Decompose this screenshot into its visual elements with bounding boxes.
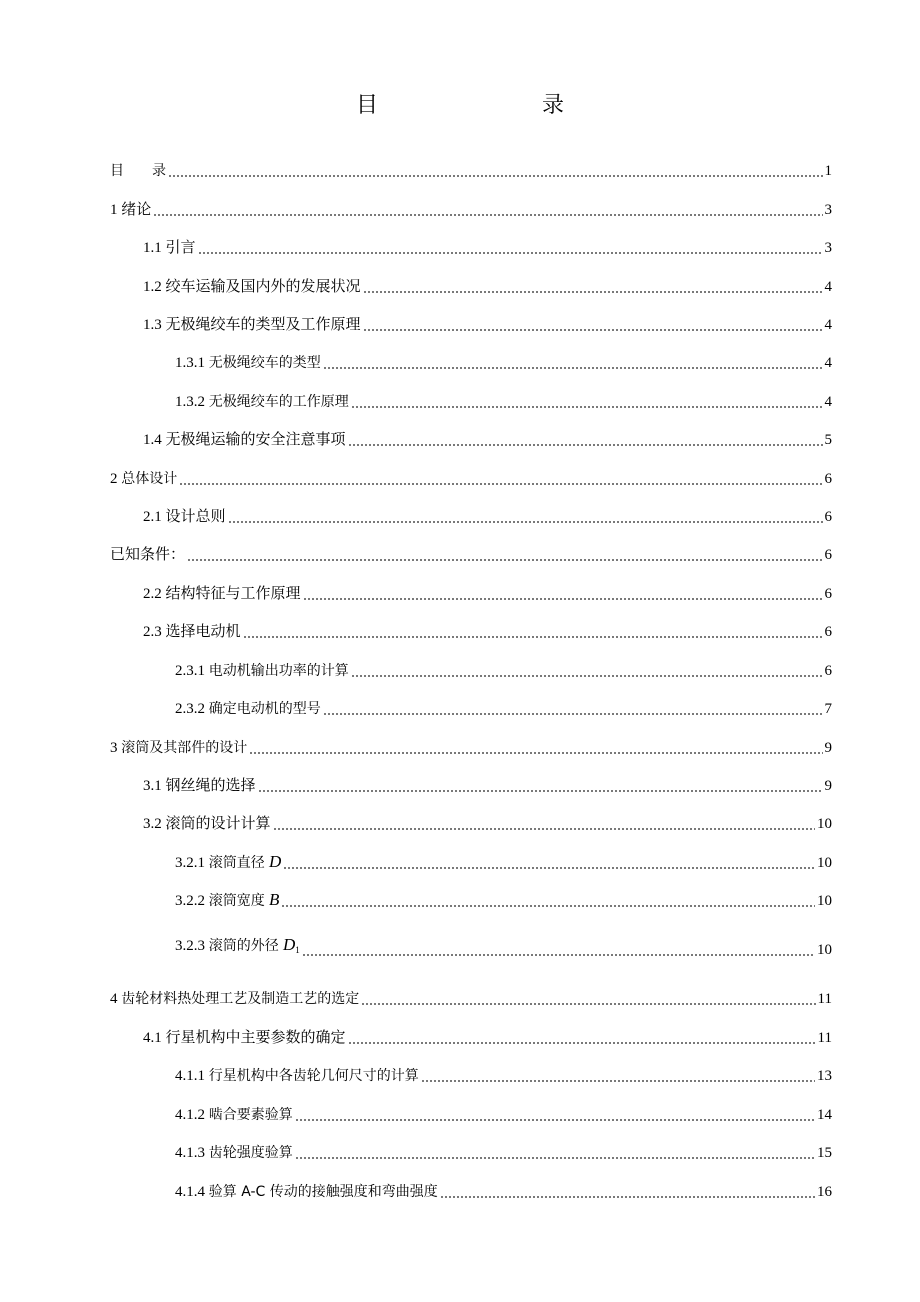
toc-entry-page-number: 11 [817,991,832,1007]
toc-entry[interactable] [143,235,832,257]
toc-entry-page-number: 10 [817,816,832,832]
toc-entry[interactable] [143,312,832,334]
toc-entry[interactable] [110,197,832,219]
toc-entry[interactable] [110,735,832,757]
toc-entry-page-number: 4 [824,394,832,410]
toc-entry-label: 3.2 滚筒的设计计算 [143,816,271,832]
toc-entry-page-number: 3 [824,202,832,218]
toc-entry-label: 2.3 选择电动机 [143,624,241,640]
toc-entry[interactable] [143,427,832,449]
toc-entry-page-number: 6 [824,586,832,602]
toc-entry-page-number: 4 [824,355,832,371]
toc-entry-label: 2.2 结构特征与工作原理 [143,586,301,602]
toc-entry[interactable] [175,937,832,959]
toc-entry-label [175,936,300,959]
toc-entry[interactable] [175,696,832,718]
toc-entry-title: 总体设计 [121,471,178,487]
toc-leader-dots [363,278,823,296]
toc-entry-page-number: 9 [824,740,832,756]
toc-leader-dots [283,854,815,872]
toc-entry-number: 3 [110,740,122,756]
toc-entry-title: 齿轮材料热处理工艺及制造工艺的选定 [121,991,360,1007]
toc-entry-page-number: 4 [824,317,832,333]
toc-entry-page-number: 15 [817,1145,832,1161]
toc-entry[interactable] [143,773,832,795]
toc-entry[interactable] [143,581,832,603]
toc-entry-label [110,990,359,1008]
toc-entry[interactable] [175,1140,832,1162]
toc-entry-title: 滚筒直径 [208,855,265,871]
toc-leader-dots [295,1144,815,1162]
toc-leader-dots [323,354,823,372]
toc-entry-page-number: 10 [817,855,832,871]
toc-entry-label: 1.3 无极绳绞车的类型及工作原理 [143,317,361,333]
toc-leader-dots [363,316,823,334]
toc-entry-number: 4.1.3 [175,1145,209,1161]
toc-entry-label [175,1067,419,1085]
toc-leader-dots [323,700,823,718]
toc-entry-label [110,739,247,757]
toc-leader-dots [153,201,822,219]
toc-leader-dots [351,662,823,680]
toc-entry-label [110,470,177,488]
toc-entry-label: 2.1 设计总则 [143,509,226,525]
toc-entry[interactable] [110,542,832,564]
toc-entry[interactable] [110,158,832,180]
toc-entry-number: 2 [110,471,122,487]
toc-entry-page-number: 6 [824,509,832,525]
toc-entry-label [175,1106,293,1124]
toc-entry-label [175,1183,438,1201]
toc-entry-title: 确定电动机的型号 [208,701,321,717]
toc-entry[interactable] [175,888,832,910]
toc-entry-number: 3.2.1 [175,855,209,871]
toc-leader-dots [295,1106,815,1124]
toc-entry-number: 3.2.3 [175,938,209,954]
toc-entry-label: 1.2 绞车运输及国内外的发展状况 [143,279,361,295]
toc-leader-dots [361,990,815,1008]
toc-entry-page-number: 10 [817,893,832,909]
toc-entry-number: 2.3.1 [175,663,209,679]
toc-entry-page-number: 16 [817,1184,832,1200]
toc-entry[interactable] [143,811,832,833]
toc-leader-dots [249,739,822,757]
toc-leader-dots [281,892,815,910]
toc-entry-page-number: 7 [824,701,832,717]
toc-entry-label: 1.4 无极绳运输的安全注意事项 [143,432,346,448]
toc-entry[interactable] [143,274,832,296]
toc-entry[interactable] [143,504,832,526]
toc-leader-dots [421,1067,815,1085]
toc-entry-label [175,700,321,718]
toc-leader-dots [273,815,815,833]
toc-leader-dots [198,239,823,257]
toc-entry-title: 滚筒的外径 [208,938,279,954]
toc-entry[interactable] [175,1063,832,1085]
toc-entry-page-number: 4 [824,279,832,295]
toc-entry-page-number: 1 [824,163,832,179]
toc-leader-dots [440,1183,815,1201]
toc-entry-number: 4.1.1 [175,1068,209,1084]
toc-leader-dots [351,393,823,411]
toc-leader-dots [228,508,823,526]
toc-entry-label: 4.1 行星机构中主要参数的确定 [143,1030,346,1046]
toc-entry-label [175,393,349,411]
toc-entry[interactable] [175,389,832,411]
page-title: 目 录 [355,93,604,118]
toc-entry-page-number: 6 [824,547,832,563]
toc-entry-page-number: 14 [817,1107,832,1123]
toc-entry-title: 滚筒及其部件的设计 [121,740,248,756]
toc-entry-label: 已知条件： [110,547,186,563]
toc-entry-label: 1 绪论 [110,202,152,218]
toc-entry-label: 目 录 [110,163,166,179]
toc-entry-number: 3.2.2 [175,893,209,909]
toc-entry-variable: D [264,852,282,871]
toc-leader-dots [348,431,823,449]
toc-entry-page-number: 3 [824,240,832,256]
toc-entry-title: 验算 A-C 传动的接触强度和弯曲强度 [208,1184,438,1200]
toc-entry-page-number: 6 [824,663,832,679]
toc-entry-page-number: 5 [824,432,832,448]
toc-entry-number: 2.3.2 [175,701,209,717]
toc-entry-page-number: 13 [817,1068,832,1084]
toc-entry-title: 无极绳绞车的工作原理 [208,394,349,410]
toc-entry[interactable] [175,1102,832,1124]
toc-entry-label [175,853,281,872]
toc-entry-number: 1.3.1 [175,355,209,371]
toc-entry-number: 4 [110,991,122,1007]
toc-entry[interactable] [175,658,832,680]
toc-entry[interactable] [143,619,832,641]
toc-entry-title: 电动机输出功率的计算 [208,663,349,679]
toc-entry-page-number: 10 [817,942,832,958]
toc-entry-title: 啮合要素验算 [208,1107,293,1123]
toc-entry[interactable] [175,350,832,372]
toc-entry-page-number: 11 [817,1030,832,1046]
toc-entry-label [175,891,279,910]
toc-entry-title: 滚筒宽度 [208,893,265,909]
toc-entry-variable-subscript: 1 [295,945,300,955]
toc-entry-variable: $D_1$ [278,935,300,955]
toc-leader-dots [302,941,815,959]
toc-leader-dots [348,1029,816,1047]
toc-entry-label [175,662,349,680]
toc-leader-dots [179,470,822,488]
toc-entry-title: 行星机构中各齿轮几何尺寸的计算 [208,1068,419,1084]
toc-entry-variable: B [264,890,280,909]
toc-entry[interactable] [143,1025,832,1047]
toc-entry-label [175,1144,293,1162]
toc-entry-label: 3.1 钢丝绳的选择 [143,778,256,794]
toc-entry-label: 1.1 引言 [143,240,196,256]
toc-entry-page-number: 9 [824,778,832,794]
toc-entry-page-number: 6 [824,471,832,487]
toc-leader-dots [243,623,823,641]
toc-leader-dots [168,162,823,180]
toc-entry-number: 1.3.2 [175,394,209,410]
toc-entry[interactable] [175,1179,832,1201]
toc-entry-page-number: 6 [824,624,832,640]
toc-leader-dots [187,546,822,564]
toc-entry-number: 4.1.4 [175,1184,209,1200]
toc-entry-title: 齿轮强度验算 [208,1145,293,1161]
toc-entry[interactable] [110,986,832,1008]
toc-entry[interactable] [110,466,832,488]
toc-leader-dots [303,585,823,603]
toc-entry-number: 4.1.2 [175,1107,209,1123]
toc-entry-title: 无极绳绞车的类型 [208,355,321,371]
toc-leader-dots [258,777,823,795]
toc-entry[interactable] [175,850,832,872]
toc-entry-label [175,354,321,372]
